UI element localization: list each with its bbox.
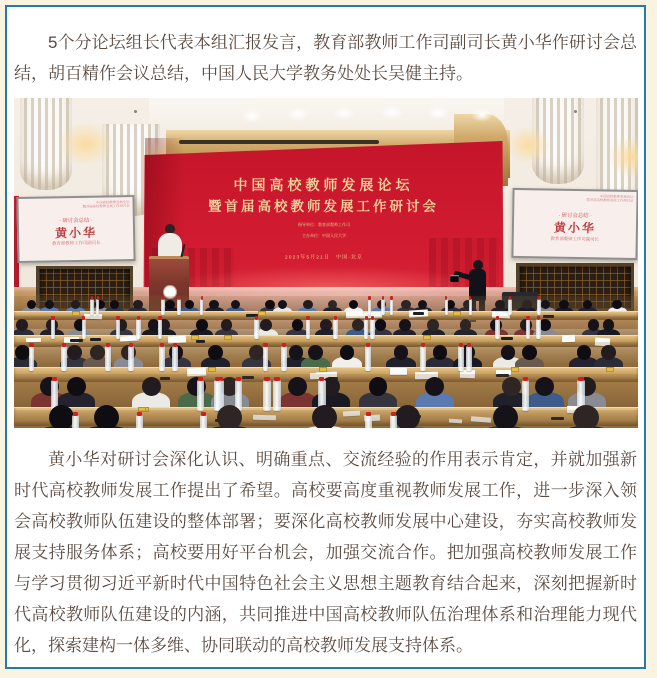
audience-person	[204, 415, 254, 428]
person-head	[209, 300, 218, 309]
person-head	[460, 319, 472, 331]
water-bottle	[136, 319, 141, 340]
water-bottle	[82, 319, 87, 340]
bottle-cap	[334, 316, 337, 320]
person-head	[165, 300, 174, 309]
person-head	[110, 300, 119, 309]
bottle-cap	[82, 316, 85, 320]
banner-organizer-line1: 指导单位：教育部教师工作司	[297, 222, 350, 227]
phone-on-table	[90, 338, 101, 341]
audience-person	[36, 415, 86, 428]
water-bottle	[537, 299, 540, 315]
bottle-cap	[391, 412, 396, 416]
phone-on-table	[413, 312, 424, 315]
person-head	[559, 300, 568, 309]
bottle-cap	[274, 377, 279, 381]
bottle-cap	[306, 316, 309, 320]
bottle-cap	[91, 296, 93, 300]
water-bottle	[333, 319, 338, 340]
sprinkler-dot	[134, 110, 137, 113]
water-bottle	[281, 346, 287, 371]
person-head	[539, 319, 551, 331]
name-plate	[224, 335, 232, 340]
ceiling-light	[471, 108, 493, 122]
person-head	[495, 300, 504, 309]
water-bottle	[116, 319, 121, 340]
water-bottle	[495, 319, 500, 340]
name-plate	[191, 335, 199, 340]
bottle-cap	[201, 412, 206, 416]
water-bottle	[381, 299, 384, 315]
paragraph-intro: 5个分论坛组长代表本组汇报发言，教育部教师工作司副司长黄小华作研讨会总结，胡百精作会议总结，中国人民大学教务处处长吴健主持。	[14, 33, 637, 83]
bottle-cap	[459, 343, 463, 347]
person-head	[573, 405, 598, 428]
person-head	[94, 405, 119, 428]
bottle-cap	[137, 412, 142, 416]
water-bottle	[161, 299, 164, 315]
audience-person	[81, 415, 131, 428]
person-head	[67, 377, 86, 396]
conference-photo	[14, 98, 638, 428]
water-bottle	[273, 380, 281, 411]
water-bottle	[136, 415, 143, 428]
banner-title-line1: 中国高校教师发展论坛	[233, 177, 414, 193]
water-bottle	[469, 299, 472, 315]
bottle-cap	[509, 296, 511, 300]
person-head	[312, 405, 337, 428]
audience-person	[561, 415, 611, 428]
person-head	[395, 405, 420, 428]
bottle-cap	[496, 316, 499, 320]
person-head	[401, 300, 410, 309]
person-head	[16, 319, 28, 331]
name-plate	[208, 367, 216, 372]
ceiling-lights	[14, 98, 638, 138]
bottle-cap	[52, 377, 57, 381]
bottle-cap	[162, 296, 164, 300]
person-head	[493, 405, 518, 428]
audience-row	[14, 410, 638, 428]
water-bottle	[29, 346, 35, 371]
wall-light	[608, 136, 638, 178]
water-bottle	[364, 319, 369, 340]
bottle-cap	[523, 377, 528, 381]
water-bottle	[370, 319, 375, 340]
person-head	[67, 345, 82, 360]
water-bottle	[263, 346, 269, 371]
water-bottle	[159, 346, 165, 371]
paragraph-body: 黄小华对研讨会深化认识、明确重点、交流经验的作用表示肯定，并就加强新时代高校教师发展工作提出了希望。高校要高度重视教师发展工作，进一步深入领会高校教师队伍建设的整体部署；要深化高校教师发展中心建设，夯实高校教师发展支持服务体系；高校要用好平台机会，加强交流合作。把加强高校教师发展工作与学习贯彻习近平新时代中国特色社会主义思想主题教育结合起来，深刻把握新时代高校教师队伍建设的内涵，共同推进中国高校教师队伍治理体系和治理能力现代化，探索建构一体多维、协同联动的高校教师发展支持体系。	[14, 450, 637, 655]
slide-topic: · 研讨会总结 ·	[58, 216, 93, 224]
person-head	[427, 319, 439, 331]
person-head	[612, 300, 621, 309]
audience-area	[14, 294, 638, 428]
person-head	[501, 345, 516, 360]
person-head	[577, 345, 592, 360]
ceiling-light	[381, 105, 403, 119]
speaker-at-podium	[157, 224, 183, 258]
water-bottle	[466, 346, 472, 371]
bottle-cap	[467, 343, 471, 347]
audience-person	[300, 415, 350, 428]
bottle-cap	[382, 296, 384, 300]
banner-date-location: 2023年5月21日 中国·北京	[284, 254, 363, 260]
water-bottle	[390, 415, 397, 428]
bottle-cap	[255, 316, 258, 320]
bottle-cap	[160, 343, 164, 347]
water-bottle	[306, 319, 311, 340]
person-head	[522, 300, 531, 309]
water-bottle	[172, 346, 178, 371]
bottle-cap	[178, 296, 180, 300]
bottle-cap	[445, 296, 447, 300]
person-head	[352, 319, 364, 331]
bottle-cap	[526, 316, 529, 320]
water-bottle	[263, 380, 271, 411]
bottle-cap	[201, 296, 203, 300]
person-head	[288, 377, 307, 396]
water-bottle	[522, 380, 530, 411]
water-bottle	[420, 346, 426, 371]
banner-title-line2: 暨首届高校教师发展工作研讨会	[208, 199, 439, 214]
bottle-cap	[371, 316, 374, 320]
person-head	[196, 319, 208, 331]
water-bottle	[72, 415, 79, 428]
page-border-frame	[5, 5, 646, 669]
bottle-cap	[578, 377, 583, 381]
bottle-cap	[137, 316, 140, 320]
person-head	[292, 319, 304, 331]
person-head	[249, 345, 264, 360]
person-head	[133, 300, 142, 309]
water-bottle	[508, 299, 511, 315]
person-head	[522, 345, 537, 360]
bottle-cap	[264, 377, 269, 381]
person-head	[260, 319, 272, 331]
water-bottle	[200, 299, 203, 315]
water-bottle	[390, 299, 393, 315]
person-head	[15, 345, 30, 360]
sprinkler-dot	[574, 110, 577, 113]
water-bottle	[526, 319, 531, 340]
name-plate	[423, 335, 431, 340]
name-plate	[606, 367, 614, 372]
slide-header-text: 中国高校教师发展论坛 暨首届高校教师发展工作研讨会	[585, 194, 634, 203]
bottle-cap	[198, 377, 203, 381]
bottle-cap	[319, 377, 324, 381]
water-bottle	[365, 346, 371, 371]
projection-screen-right	[511, 188, 638, 260]
bottle-cap	[129, 343, 133, 347]
bottle-cap	[368, 296, 370, 300]
bottle-cap	[366, 343, 370, 347]
person-head	[601, 345, 616, 360]
banner-organizer-line2: 主办单位：中国人民大学	[301, 233, 346, 238]
person-head	[320, 319, 332, 331]
bottle-cap	[73, 412, 78, 416]
bottle-cap	[51, 316, 54, 320]
slide-speaker-title: 教育部教师工作司副司长	[51, 240, 100, 246]
water-bottle	[96, 299, 99, 315]
water-bottle	[158, 319, 163, 340]
bottle-cap	[97, 296, 99, 300]
bottle-cap	[158, 316, 161, 320]
person-head	[208, 345, 223, 360]
water-bottle	[177, 299, 180, 315]
bottle-cap	[116, 316, 119, 320]
screen-housing-slot	[179, 140, 379, 144]
water-bottle	[200, 415, 207, 428]
bottle-cap	[538, 296, 540, 300]
water-bottle	[536, 319, 541, 340]
water-bottle	[197, 380, 205, 411]
bottle-cap	[282, 343, 286, 347]
person-head	[90, 345, 105, 360]
person-head	[278, 300, 287, 309]
water-bottle	[105, 346, 111, 371]
camera	[450, 275, 459, 282]
slide-topic: · 研讨会总结 ·	[557, 211, 592, 219]
ceiling-light	[241, 109, 263, 123]
slide-speaker-title: 教育部教师工作司副司长	[549, 236, 599, 242]
water-bottle	[368, 299, 371, 315]
bottle-cap	[173, 343, 177, 347]
name-plate	[319, 367, 327, 372]
bottle-cap	[537, 316, 540, 320]
bottle-cap	[106, 343, 110, 347]
water-bottle	[365, 415, 372, 428]
ceiling-light	[333, 106, 355, 120]
person-head	[49, 405, 74, 428]
bottle-cap	[62, 343, 66, 347]
water-bottle	[445, 299, 448, 315]
bottle-cap	[366, 412, 371, 416]
slide-speaker-name: 黄小华	[553, 220, 596, 236]
bottle-cap	[215, 377, 220, 381]
ceiling-light	[427, 106, 449, 120]
ceiling-light	[287, 107, 309, 121]
audience-person	[480, 415, 530, 428]
water-bottle	[61, 346, 67, 371]
person-head	[502, 377, 521, 396]
water-bottle	[458, 346, 464, 371]
person-head	[340, 345, 355, 360]
slide-header-text: 中国高校教师发展论坛 暨首届高校教师发展工作研讨会	[82, 200, 130, 209]
projection-screen-left	[16, 195, 135, 263]
water-bottle	[128, 346, 134, 371]
bottle-cap	[390, 296, 392, 300]
speaker-body	[158, 233, 182, 258]
person-head	[399, 319, 411, 331]
person-head	[217, 405, 242, 428]
water-bottle	[214, 380, 222, 411]
person-head	[303, 300, 312, 309]
phone-on-table	[501, 337, 512, 340]
bottle-cap	[365, 316, 368, 320]
water-bottle	[90, 299, 93, 315]
person-head	[308, 345, 323, 360]
bottle-cap	[29, 343, 33, 347]
name-plate	[511, 367, 519, 372]
bottle-cap	[236, 377, 241, 381]
slide-speaker-name: 黄小华	[54, 225, 97, 241]
bottle-cap	[263, 343, 267, 347]
bottle-cap	[421, 343, 425, 347]
person-head	[221, 319, 233, 331]
person-head	[27, 300, 36, 309]
water-bottle	[254, 319, 259, 340]
water-bottle	[51, 319, 56, 340]
person-head	[142, 377, 161, 396]
